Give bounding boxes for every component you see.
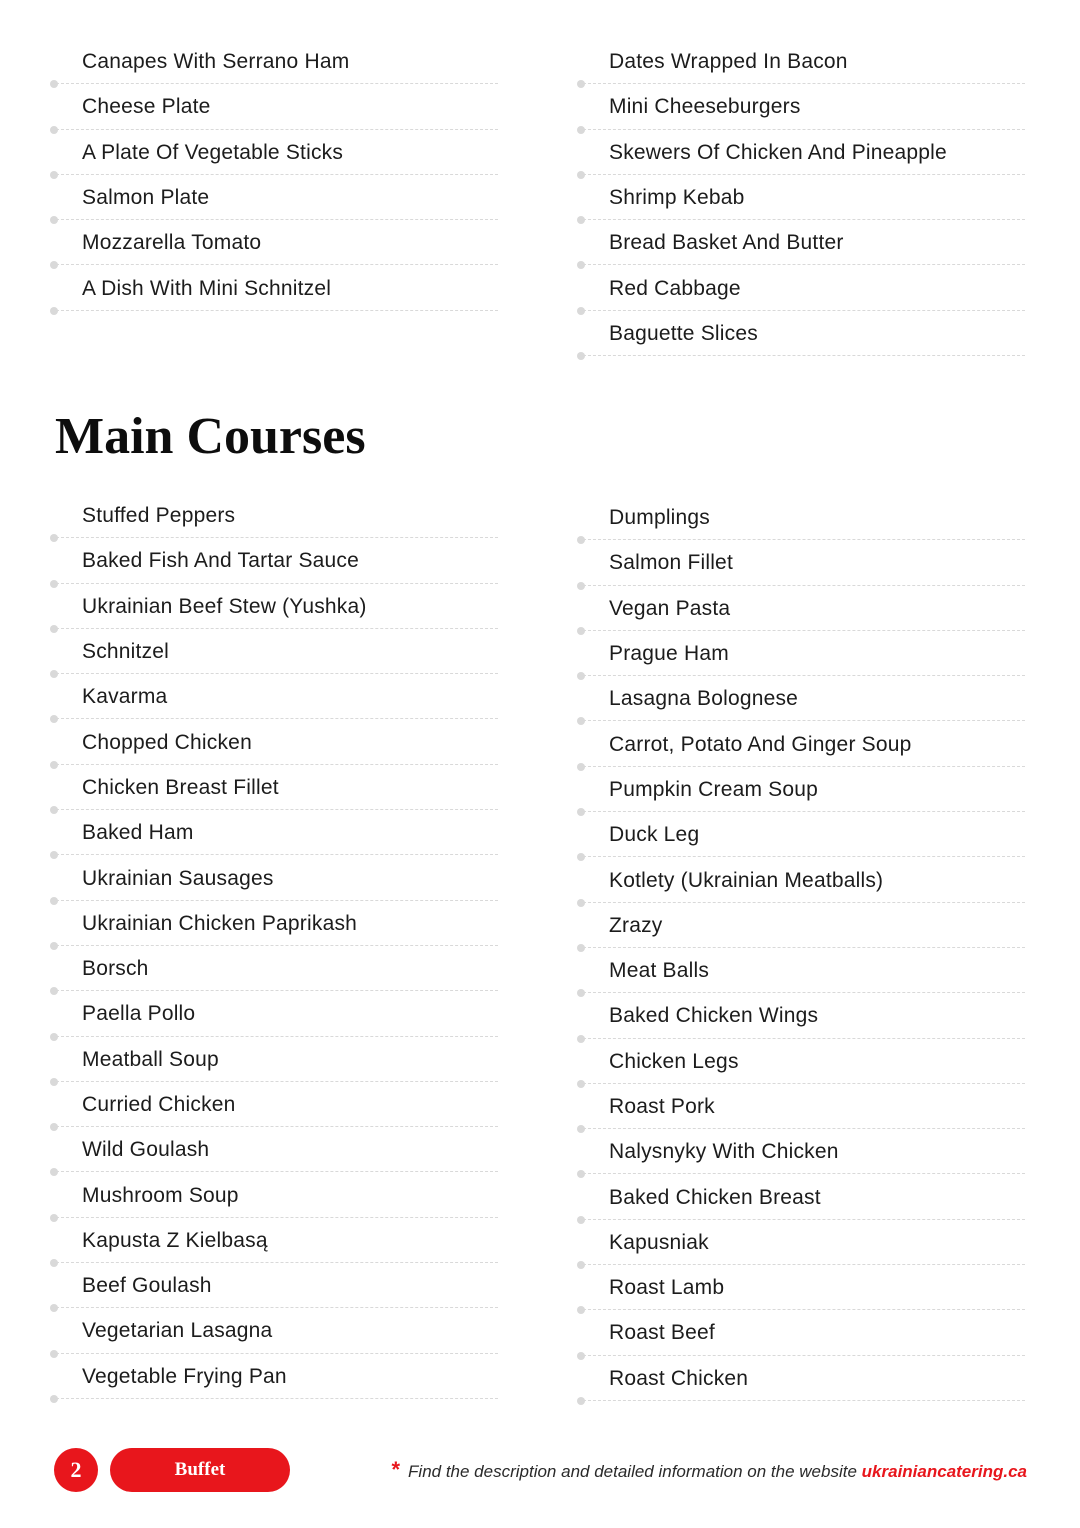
menu-item: Dumplings — [577, 495, 1025, 540]
footnote — [391, 1457, 1027, 1483]
menu-item: Mushroom Soup — [50, 1172, 498, 1217]
menu-item: Kapusniak — [577, 1220, 1025, 1265]
menu-item: Baked Ham — [50, 810, 498, 855]
menu-item: Roast Beef — [577, 1310, 1025, 1355]
menu-item: A Dish With Mini Schnitzel — [50, 265, 498, 310]
menu-item: Paella Pollo — [50, 991, 498, 1036]
section-label-pill: Buffet — [110, 1448, 290, 1492]
appetizers-right-list — [577, 39, 1025, 356]
menu-item: Baguette Slices — [577, 311, 1025, 356]
menu-item: Vegan Pasta — [577, 586, 1025, 631]
menu-item: Kotlety (Ukrainian Meatballs) — [577, 857, 1025, 902]
menu-item: Prague Ham — [577, 631, 1025, 676]
menu-item: Roast Lamb — [577, 1265, 1025, 1310]
menu-item: Beef Goulash — [50, 1263, 498, 1308]
menu-item: Carrot, Potato And Ginger Soup — [577, 721, 1025, 766]
menu-item: Red Cabbage — [577, 265, 1025, 310]
menu-item: Baked Chicken Wings — [577, 993, 1025, 1038]
menu-item: Curried Chicken — [50, 1082, 498, 1127]
menu-item: A Plate Of Vegetable Sticks — [50, 130, 498, 175]
menu-item: Canapes With Serrano Ham — [50, 39, 498, 84]
menu-item: Wild Goulash — [50, 1127, 498, 1172]
footnote-text: Find the description and detailed information on the website — [408, 1462, 862, 1481]
menu-item: Nalysnyky With Chicken — [577, 1129, 1025, 1174]
menu-item: Roast Pork — [577, 1084, 1025, 1129]
menu-item: Mini Cheeseburgers — [577, 84, 1025, 129]
menu-item: Mozzarella Tomato — [50, 220, 498, 265]
menu-item: Stuffed Peppers — [50, 493, 498, 538]
menu-item: Cheese Plate — [50, 84, 498, 129]
menu-item: Vegetarian Lasagna — [50, 1308, 498, 1353]
menu-item: Borsch — [50, 946, 498, 991]
menu-item: Chopped Chicken — [50, 719, 498, 764]
menu-item: Lasagna Bolognese — [577, 676, 1025, 721]
menu-item: Salmon Fillet — [577, 540, 1025, 585]
menu-item: Pumpkin Cream Soup — [577, 767, 1025, 812]
menu-item: Skewers Of Chicken And Pineapple — [577, 130, 1025, 175]
appetizers-left-list — [50, 39, 498, 311]
menu-item: Kapusta Z Kielbasą — [50, 1218, 498, 1263]
menu-item: Baked Fish And Tartar Sauce — [50, 538, 498, 583]
main-courses-left-list — [50, 493, 498, 1399]
menu-item: Shrimp Kebab — [577, 175, 1025, 220]
main-courses-right-list — [577, 495, 1025, 1401]
menu-item: Chicken Breast Fillet — [50, 765, 498, 810]
menu-item: Meat Balls — [577, 948, 1025, 993]
menu-item: Kavarma — [50, 674, 498, 719]
menu-item: Zrazy — [577, 903, 1025, 948]
menu-item: Dates Wrapped In Bacon — [577, 39, 1025, 84]
menu-item: Vegetable Frying Pan — [50, 1354, 498, 1399]
menu-item: Baked Chicken Breast — [577, 1174, 1025, 1219]
menu-item: Ukrainian Sausages — [50, 855, 498, 900]
main-courses-title: Main Courses — [55, 408, 366, 465]
asterisk-icon: * — [391, 1457, 401, 1482]
menu-item: Salmon Plate — [50, 175, 498, 220]
menu-item: Bread Basket And Butter — [577, 220, 1025, 265]
menu-item: Chicken Legs — [577, 1039, 1025, 1084]
menu-item: Ukrainian Beef Stew (Yushka) — [50, 584, 498, 629]
menu-item: Ukrainian Chicken Paprikash — [50, 901, 498, 946]
website-link[interactable]: ukrainiancatering.ca — [861, 1462, 1027, 1481]
menu-item: Duck Leg — [577, 812, 1025, 857]
page-number-badge: 2 — [54, 1448, 98, 1492]
menu-item: Roast Chicken — [577, 1356, 1025, 1401]
menu-item: Schnitzel — [50, 629, 498, 674]
menu-item: Meatball Soup — [50, 1037, 498, 1082]
